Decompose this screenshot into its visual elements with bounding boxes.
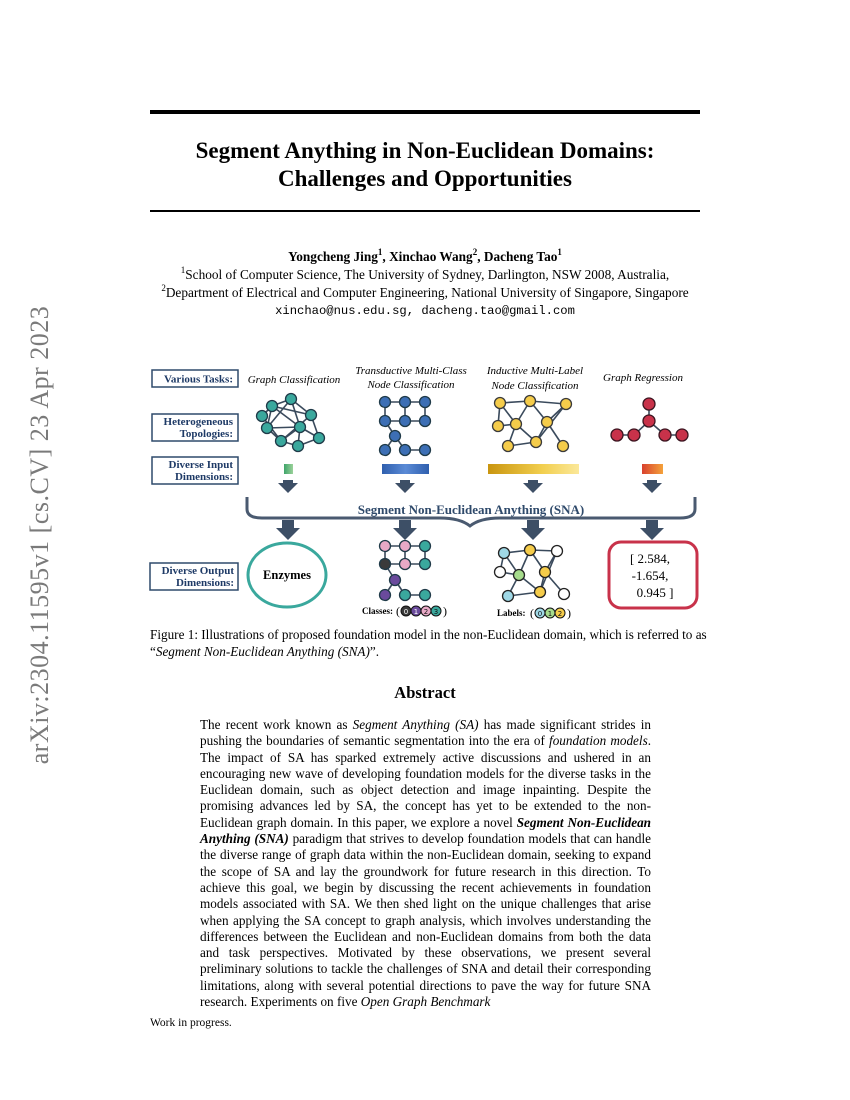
author-2-sup: 2 bbox=[472, 247, 478, 257]
author-1-sup: 1 bbox=[377, 247, 383, 257]
svg-text:2: 2 bbox=[557, 610, 563, 618]
svg-text:): ) bbox=[567, 606, 571, 620]
input-bar-4 bbox=[642, 464, 663, 474]
graph-blue-nodes bbox=[380, 397, 431, 456]
title-line-1: Segment Anything in Non-Euclidean Domains: bbox=[195, 138, 655, 163]
svg-text:0: 0 bbox=[537, 610, 543, 618]
svg-text:Dimensions:: Dimensions: bbox=[174, 471, 233, 483]
abstract-body: The recent work known as Segment Anything (SA) has made significant strides in pushing the boundaries of semantic segmentation into the era of foundation models. The impact of SA has sparked extremely active discussions and ushered in an encouraging new wave of developing foundation models for the diverse tasks in the Euclidean domain, such as object detection and image inpainting. Despite the promising advances led by SA, the concept has yet to be extended to the non-Euclidean graph domain. In this paper, we explore a novel Segment Non-Euclidean Anything (SNA) paradigm that strives to develop foundation models that can handle the diverse range of graph data within the non-Euclidean domain, seeking to expand the scope of SA and lay the groundwork for future research in this direction. To achieve this goal, we begin by discussing the recent achievements in foundation models associated with SA. We then shed light on the unique challenges that arise when applying the SA concept to graph analysis, which involves understanding the differences between the Euclidean and non-Euclidean domains from both the data and task perspectives. Motivated by these observations, we present several preliminary solutions to tackle the challenges of SNA and detail their corresponding limitations, along with several potential directions to pave the way for future SNA research. Experiments on five Open Graph Benchmark bbox=[200, 717, 652, 1010]
svg-text:Labels:: Labels: bbox=[497, 608, 526, 618]
task-graph-classification: Graph Classification bbox=[247, 374, 341, 386]
classes-legend bbox=[362, 604, 447, 618]
input-bar-1 bbox=[284, 464, 293, 474]
graph-output-labels bbox=[500, 550, 564, 596]
svg-text:Diverse Output: Diverse Output bbox=[161, 565, 234, 577]
graph-red-nodes bbox=[611, 398, 688, 441]
regression-value-1: [ 2.584, bbox=[629, 551, 671, 566]
abstract-heading: Abstract bbox=[394, 683, 456, 702]
graph-output-classes-nodes bbox=[380, 541, 431, 601]
author-emails: xinchao@nus.edu.sg, dacheng.tao@gmail.com bbox=[275, 304, 575, 318]
author-3: Dacheng Tao bbox=[483, 249, 558, 264]
task-graph-regression: Graph Regression bbox=[603, 372, 683, 384]
labels-legend bbox=[497, 606, 571, 620]
output-enzymes-label: Enzymes bbox=[263, 568, 311, 582]
task-transductive-l2: Node Classification bbox=[367, 379, 455, 391]
graph-output-classes bbox=[385, 546, 425, 595]
author-1: Yongcheng Jing bbox=[288, 249, 378, 264]
affiliation-2: $^2$Department of Electrical and Computer Engineering, National University of Singapore, Singapore bbox=[161, 283, 689, 300]
title-line-2: Challenges and Opportunities bbox=[278, 166, 572, 191]
svg-text:Classes:: Classes: bbox=[362, 606, 393, 616]
sna-label: Segment Non-Euclidean Anything (SNA) bbox=[357, 502, 585, 517]
author-names: Yongcheng Jing$^1$, Xinchao Wang$^2$, Dacheng Tao$^1$ bbox=[288, 247, 562, 264]
svg-text:2: 2 bbox=[423, 608, 429, 616]
row-label-tasks bbox=[152, 370, 238, 387]
svg-text:1: 1 bbox=[547, 610, 553, 618]
svg-text:Dimensions:: Dimensions: bbox=[175, 577, 234, 589]
output-arrows bbox=[276, 520, 664, 540]
task-inductive-l1: Inductive Multi-Label bbox=[486, 365, 584, 377]
author-3-sup: 1 bbox=[557, 247, 562, 257]
arxiv-stamp: arXiv:2304.11595v1 [cs.CV] 23 Apr 2023 bbox=[25, 305, 54, 765]
svg-text:3: 3 bbox=[433, 608, 439, 616]
affiliation-1: $^1$School of Computer Science, The University of Sydney, Darlington, NSW 2008, Australia, bbox=[180, 265, 670, 282]
svg-text:Topologies:: Topologies: bbox=[179, 428, 233, 440]
figure-caption: Figure 1: Illustrations of proposed foundation model in the non-Euclidean domain, which is referred to as “Segment Non-Euclidean Anything (SNA)”. bbox=[150, 627, 707, 659]
svg-text:Heterogeneous: Heterogeneous bbox=[163, 416, 233, 428]
input-bar-3 bbox=[488, 464, 579, 474]
svg-text:Diverse Input: Diverse Input bbox=[168, 459, 233, 471]
task-inductive-l2: Node Classification bbox=[491, 380, 579, 392]
row-label-topologies bbox=[152, 414, 238, 441]
task-transductive-l1: Transductive Multi-Class bbox=[355, 365, 467, 377]
input-bar-2 bbox=[382, 464, 429, 474]
svg-text:1: 1 bbox=[413, 608, 419, 616]
svg-text:): ) bbox=[443, 604, 447, 618]
author-2: Xinchao Wang bbox=[389, 249, 473, 264]
regression-value-2: -1.654, bbox=[631, 568, 669, 583]
row-label-output bbox=[150, 563, 238, 590]
svg-text:0: 0 bbox=[403, 608, 409, 616]
regression-value-3: 0.945 ] bbox=[636, 585, 674, 600]
footnote: Work in progress. bbox=[150, 1017, 232, 1029]
row-label-input bbox=[152, 457, 238, 484]
svg-text:(: ( bbox=[530, 606, 534, 620]
svg-text:Various Tasks:: Various Tasks: bbox=[164, 373, 233, 386]
input-arrows bbox=[278, 480, 662, 493]
svg-text:(: ( bbox=[396, 604, 400, 618]
